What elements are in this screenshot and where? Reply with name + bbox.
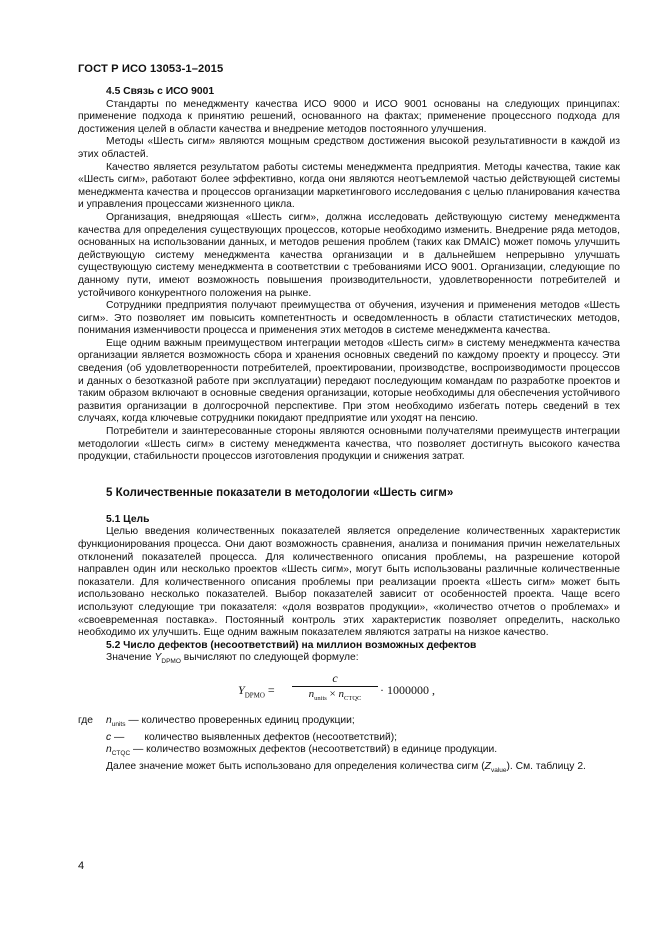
definition-symbol: c <box>106 731 112 743</box>
page-number: 4 <box>78 860 85 872</box>
formula-lhs-subscript: DPMO <box>244 691 265 700</box>
section-5-heading: 5 Количественные показатели в методологии «Шесть сигм» <box>106 485 454 499</box>
definitions-list <box>78 715 620 761</box>
definition-item <box>106 715 620 732</box>
formula-denominator <box>292 687 378 706</box>
den-b-symbol: n <box>338 687 345 700</box>
paragraph: Потребители и заинтересованные стороны являются основными получателями преимуществ интеграции методологии «Шесть сигм» в систему менеджмента качества, что позволяет достигнуть высокого качества продукции, стабильности процессов изготовления продукции и снижения затрат. <box>78 426 620 463</box>
section-5-2-heading: 5.2 Число дефектов (несоответствий) на миллион возможных дефектов <box>106 639 477 651</box>
definition-subscript: units <box>111 721 126 729</box>
definition-text: — количество выявленных дефектов (несоответствий); <box>111 731 398 743</box>
paragraph: Методы «Шесть сигм» являются мощным средством достижения высокой результативности в каждой из этих областей. <box>78 136 620 160</box>
formula-rhs: · 1000000 , <box>380 682 435 697</box>
final-symbol: Z <box>484 760 491 772</box>
paragraph: Целью введения количественных показателей является определение количественных характеристик функционирования процесса. Они дают возможность сравнения, анализа и понимания причин нежелательных отклонений показателей процесса. Для количественного описания проблемы, на разрешение которой направлен один или несколько проектов «Шесть сигм», могут быть использованы различные количественные показатели. Для количественного описания проблемы при реализации проекта «Шесть сигм» может быть использовано несколько показателей. Выбор показателей зависит от особенностей проекта. Чаще всего используют следующие три показателя: «доля возвратов продукции», «количество отчетов о проблемах» и «своевременная поставка». Постоянный контроль этих характеристик позволяет определить, насколько необходимо их улучшить. Еще одним важным показателем являются затраты на низкое качество. <box>78 526 620 639</box>
den-a-subscript: units <box>314 695 327 703</box>
formula-equals: = <box>264 682 275 697</box>
formula-intro-subscript: DPMO <box>161 658 181 666</box>
definition-symbol: n <box>106 714 112 726</box>
formula-intro-symbol: Y <box>154 652 162 664</box>
final-text-end: ). См. таблицу 2. <box>506 760 586 772</box>
document-body <box>78 86 620 778</box>
formula-intro <box>78 652 620 669</box>
final-subscript: value <box>490 766 507 774</box>
formula-fraction <box>292 671 378 706</box>
den-b-subscript: CTQC <box>344 695 362 703</box>
definition-text: — количество проверенных единиц продукции; <box>125 714 355 726</box>
definition-subscript: CTQC <box>111 750 131 758</box>
paragraph <box>78 761 620 778</box>
definition-item <box>106 732 620 745</box>
definition-item <box>106 744 620 761</box>
formula-intro-text-end: вычисляют по следующей формуле: <box>180 652 359 664</box>
formula-intro-text: Значение <box>106 652 155 664</box>
document-header: ГОСТ Р ИСО 13053-1–2015 <box>78 63 224 75</box>
paragraph: Организация, внедряющая «Шесть сигм», должна исследовать действующую систему менеджмента качества для определения существующих процессов, которые необходимо изменить. Внедрение ряда методов, основанных на использовании данных, и методов решения проблем (таких как DMAIC) может помочь улучшить действующую систему менеджмента качества организации и в дальнейшем непрерывно улучшать существующую систему менеджмента в соответствии с требованиями ИСО 9001. Организации, следующие по данному пути, имеют возможность повышения производительности, удовлетворенности потребителей и устойчивого конкурентного положения на рынке. <box>78 211 620 299</box>
section-4-5-heading: 4.5 Связь с ИСО 9001 <box>106 86 215 97</box>
paragraph: Еще одним важным преимуществом интеграции методов «Шесть сигм» в систему менеджмента качества организации является возможность сбора и хранения основных сведений по каждому проекту и процессу. Эти сведения (об удовлетворенности потребителей, проектировании, производстве, воспроизводимости процессов и данных о безотказной работе при эксплуатации) передают последующим командам по разработке проектов и таким образом включают в основные сведения организации, которые необходимы для обеспечения устойчивого развития организации в долгосрочной перспективе. При этом необходимо избегать потерь сведений в тех случаях, когда ключевые сотрудники покидают предприятие или уходят на пенсию. <box>78 337 620 425</box>
paragraph: Стандарты по менеджменту качества ИСО 9000 и ИСО 9001 основаны на следующих принципах: применение подхода к принятию решений, основанного на фактах; применение процессного подхода для достижения целей в области качества и внедрение методов постоянного улучшения. <box>78 98 620 135</box>
definition-text: — количество возможных дефектов (несоответствий) в единице продукции. <box>130 744 498 756</box>
formula-numerator: c <box>332 670 338 685</box>
formula-lhs-symbol: Y <box>238 682 245 697</box>
formula-lhs <box>238 684 275 702</box>
den-times: × <box>326 687 339 700</box>
definition-symbol: n <box>106 744 112 756</box>
section-5-1-heading: 5.1 Цель <box>106 513 150 525</box>
den-a-symbol: n <box>308 687 315 700</box>
dpmo-formula <box>78 671 620 711</box>
where-label: где <box>78 714 94 726</box>
final-text: Далее значение может быть использовано для определения количества сигм ( <box>106 760 485 772</box>
paragraph: Качество является результатом работы системы менеджмента предприятия. Методы качества, такие как «Шесть сигм», работают более эффективно, когда они являются неотъемлемой частью действующей системы менеджмента качества и процессов организации маркетингового исследования с целью планирования качества и управления процессами жизненного цикла. <box>78 161 620 211</box>
paragraph: Сотрудники предприятия получают преимущества от обучения, изучения и применения методов «Шесть сигм». Это позволяет им повысить компетентность и осведомленность в области статистических методов, понимания изменчивости процесса и применения этих методов в системе менеджмента качества. <box>78 300 620 337</box>
